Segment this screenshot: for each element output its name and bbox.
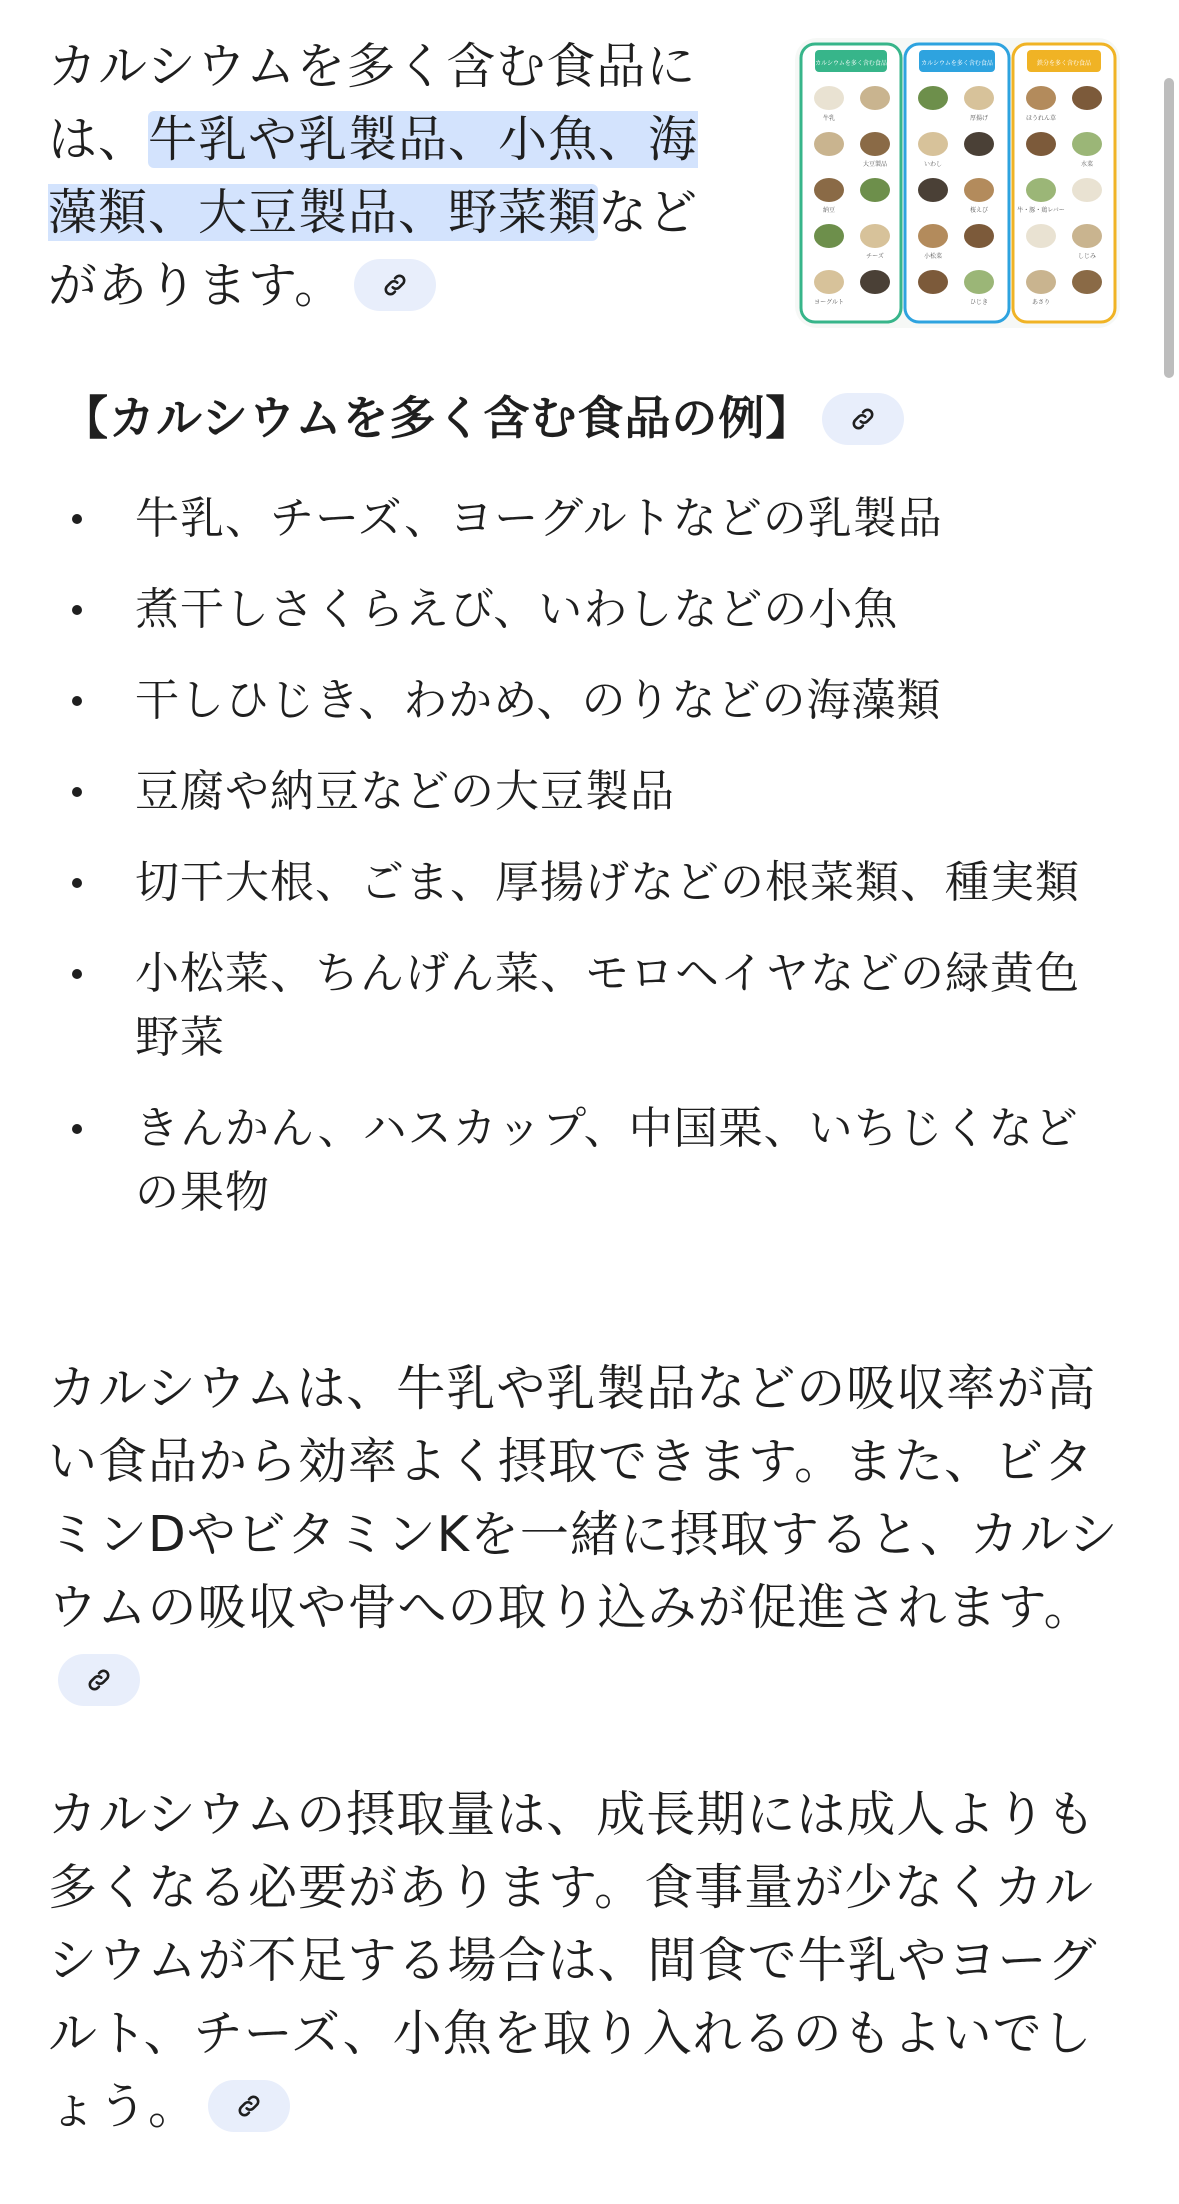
section-heading [62, 388, 1122, 448]
thumb-food-image [1072, 224, 1102, 248]
thumb-food-label: 厚揚げ [969, 115, 989, 122]
thumb-food-label: ほうれん草 [1025, 115, 1057, 122]
thumb-food-image [1026, 178, 1056, 202]
intro-text-before: カルシウムを多く含む食品には、 [48, 38, 697, 168]
thumb-food-image [814, 86, 844, 110]
thumb-food-image [1026, 132, 1056, 156]
thumb-food-label: 牛乳 [822, 115, 836, 122]
intro-text-after: などがあります。 [48, 184, 699, 314]
bullet-point [72, 605, 82, 615]
intro-paragraph [48, 30, 738, 322]
list-item [60, 760, 1120, 824]
intake-paragraph-text: カルシウムの摂取量は、成長期には成人よりも多くなる必要があります。食事量が少なくカルシウムが不足する場合は、間食で牛乳やヨーグルト、チーズ、小魚を取り入れるのもよいでしょう。 [48, 1786, 1098, 2135]
list-item-text: 干しひじき、わかめ、のりなどの海藻類 [135, 675, 942, 726]
source-link-button[interactable] [354, 259, 436, 311]
bullet-point [72, 787, 82, 797]
heading-link-button[interactable] [822, 393, 904, 445]
bullet-point [72, 696, 82, 706]
thumb-food-label: いわし [923, 161, 943, 168]
thumb-food-image [814, 178, 844, 202]
list-item [60, 942, 1120, 1070]
link-icon [849, 405, 877, 433]
thumb-food-image [1026, 270, 1056, 294]
thumb-food-image [918, 224, 948, 248]
thumb-food-label: しじみ [1077, 253, 1097, 260]
list-item [60, 1097, 1120, 1225]
bullet-point [72, 969, 82, 979]
thumb-food-image [1072, 270, 1102, 294]
thumb-food-image [1026, 224, 1056, 248]
link-icon [85, 1666, 113, 1694]
intake-link-button[interactable] [208, 2080, 290, 2132]
thumb-food-image [814, 132, 844, 156]
thumb-column-header-text: 鉄分を多く含む食品 [1036, 60, 1092, 67]
thumb-food-label: 水菜 [1080, 161, 1094, 168]
thumb-food-image [964, 270, 994, 294]
list-item [60, 578, 1120, 642]
thumb-food-image [814, 270, 844, 294]
thumb-food-label: あさり [1031, 299, 1051, 306]
thumb-food-image [918, 132, 948, 156]
thumb-food-image [918, 86, 948, 110]
food-list [60, 487, 1120, 1252]
thumb-food-image [918, 270, 948, 294]
list-item-text: きんかん、ハスカップ、中国栗、いちじくなどの果物 [135, 1103, 1079, 1218]
thumb-food-label: 納豆 [822, 207, 836, 214]
absorption-paragraph-text: カルシウムは、牛乳や乳製品などの吸収率が高い食品から効率よく摂取できます。また、ビタミンDやビタミンKを一緒に摂取すると、カルシウムの吸収や骨への取り込みが促進されます。 [48, 1360, 1119, 1636]
thumb-food-image [964, 86, 994, 110]
thumb-column-header-text: カルシウムを多く含む食品 [815, 60, 887, 67]
absorption-paragraph [48, 1352, 1133, 1717]
list-item [60, 669, 1120, 733]
thumb-food-image [964, 132, 994, 156]
thumb-food-image [814, 224, 844, 248]
thumb-food-image [1072, 132, 1102, 156]
thumb-food-image [860, 270, 890, 294]
thumb-column-header-text: カルシウムを多く含む食品 [921, 60, 993, 67]
bullet-point [72, 1124, 82, 1134]
bullet-point [72, 878, 82, 888]
intake-paragraph [48, 1778, 1133, 2143]
food-chart-image [795, 38, 1120, 328]
section-heading-text: 【カルシウムを多く含む食品の例】 [62, 391, 813, 445]
scrollbar-thumb[interactable] [1164, 78, 1174, 378]
list-item-text: 牛乳、チーズ、ヨーグルトなどの乳製品 [135, 493, 943, 544]
list-item-text: 小松菜、ちんげん菜、モロヘイヤなどの緑黄色野菜 [135, 948, 1080, 1063]
absorption-link-button[interactable] [58, 1654, 140, 1706]
thumb-food-label: 小松菜 [923, 253, 943, 260]
list-item-text: 煮干しさくらえび、いわしなどの小魚 [135, 584, 899, 635]
thumb-food-image [964, 178, 994, 202]
link-icon [381, 271, 409, 299]
thumb-food-image [860, 86, 890, 110]
intro-highlighted-text[interactable]: 牛乳や乳製品、小魚、海藻類、大豆製品、野菜類 [48, 111, 699, 241]
thumb-food-label: 牛・豚・鶏レバー [1017, 207, 1065, 214]
thumb-food-image [918, 178, 948, 202]
thumb-food-label: ひじき [969, 299, 989, 306]
thumb-food-image [860, 132, 890, 156]
thumb-food-image [1072, 178, 1102, 202]
thumb-food-image [964, 224, 994, 248]
link-icon [235, 2092, 263, 2120]
scrollbar[interactable] [1161, 0, 1179, 2204]
thumb-food-image [1072, 86, 1102, 110]
thumb-food-label: 桜えび [969, 207, 989, 214]
food-chart-thumbnail[interactable] [795, 38, 1120, 328]
thumb-food-image [1026, 86, 1056, 110]
thumb-food-label: ヨーグルト [814, 299, 844, 306]
list-item [60, 851, 1120, 915]
list-item [60, 487, 1120, 551]
thumb-food-label: チーズ [866, 253, 884, 260]
thumb-food-image [860, 224, 890, 248]
list-item-text: 切干大根、ごま、厚揚げなどの根菜類、種実類 [135, 857, 1080, 908]
bullet-point [72, 514, 82, 524]
list-item-text: 豆腐や納豆などの大豆製品 [135, 766, 675, 817]
thumb-food-label: 大豆製品 [862, 161, 888, 168]
thumb-food-image [860, 178, 890, 202]
